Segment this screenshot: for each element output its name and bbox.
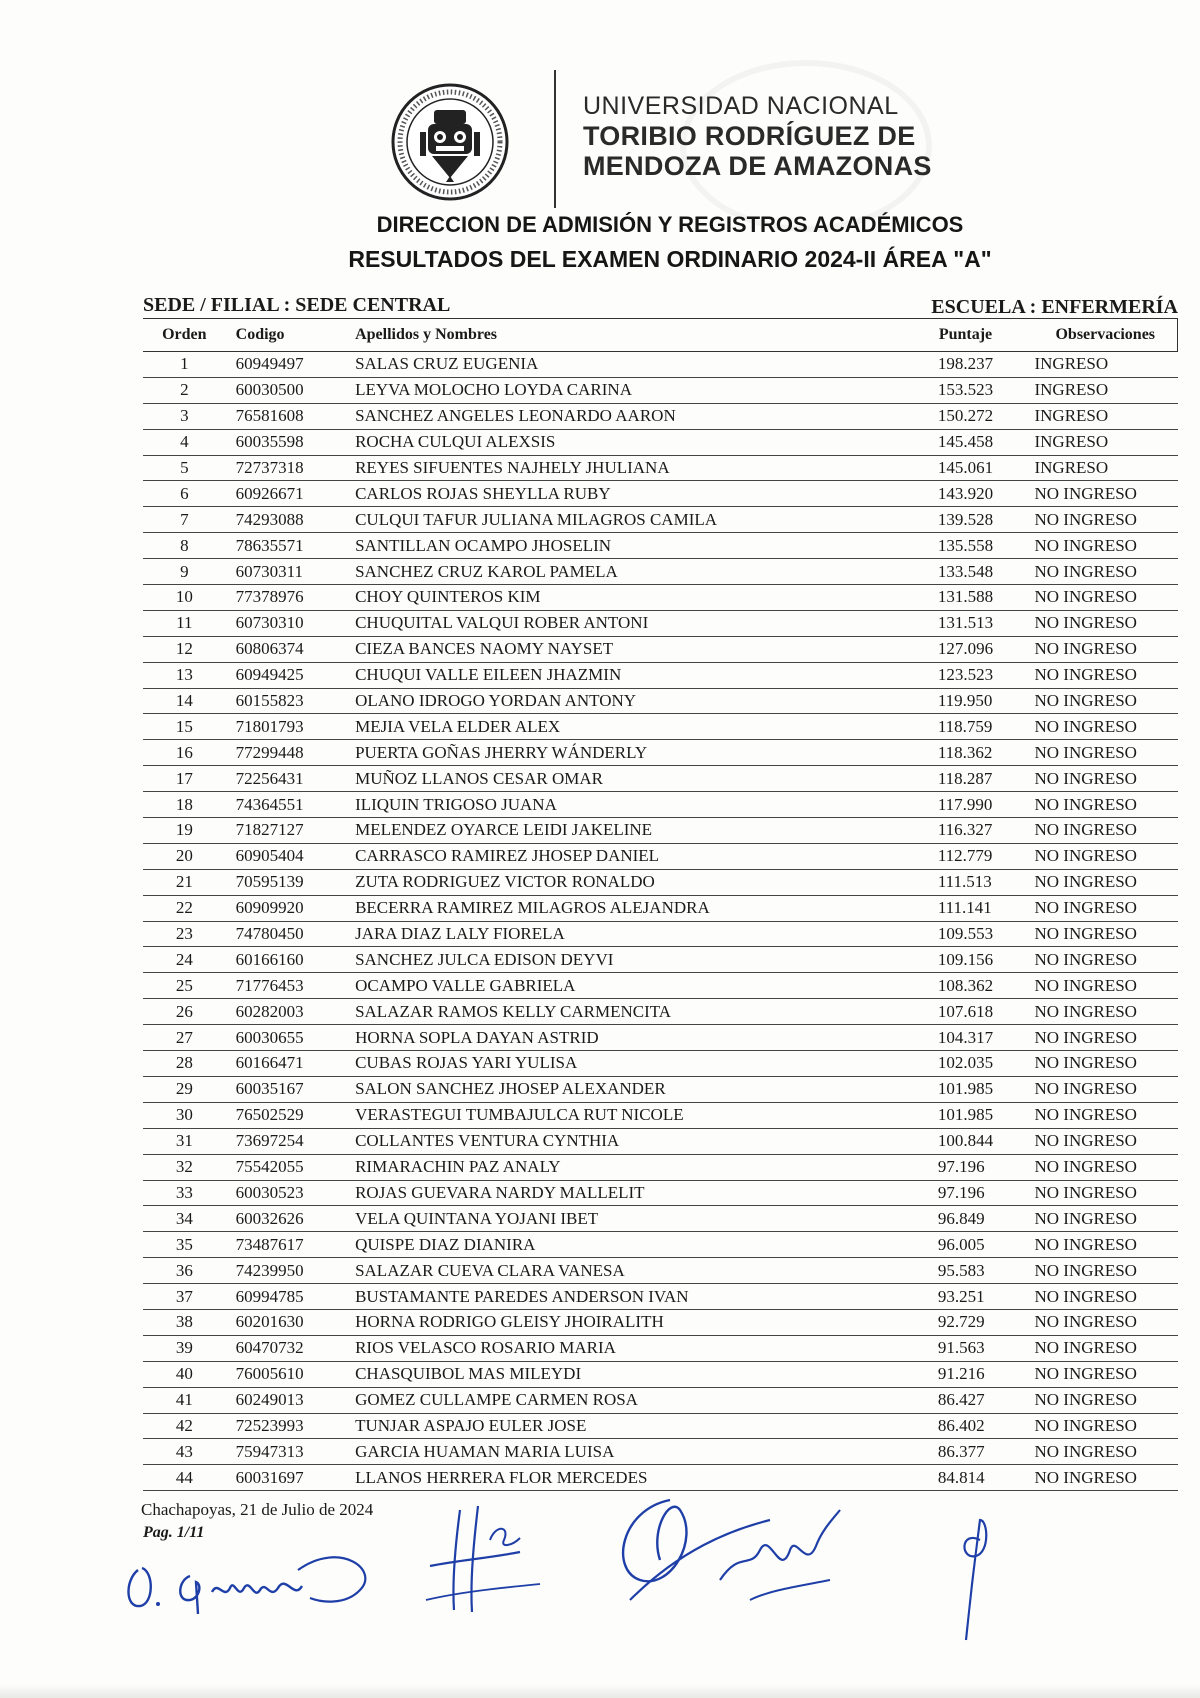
cell-puntaje: 91.216 [938, 1361, 1029, 1387]
cell-puntaje: 135.558 [938, 533, 1029, 559]
cell-nombre: CHASQUIBOL MAS MILEYDI [345, 1361, 938, 1387]
table-row [143, 714, 1178, 740]
cell-orden: 16 [143, 740, 226, 766]
cell-codigo: 60994785 [226, 1284, 345, 1310]
cell-orden: 2 [143, 377, 226, 403]
table-row [143, 1128, 1178, 1154]
cell-observaciones: NO INGRESO [1028, 1309, 1177, 1335]
cell-puntaje: 104.317 [938, 1025, 1029, 1051]
cell-puntaje: 101.985 [938, 1102, 1029, 1128]
cell-orden: 25 [143, 973, 226, 999]
cell-puntaje: 107.618 [938, 999, 1029, 1025]
cell-nombre: OCAMPO VALLE GABRIELA [345, 973, 938, 999]
cell-orden: 38 [143, 1309, 226, 1335]
table-row [143, 818, 1178, 844]
cell-nombre: ZUTA RODRIGUEZ VICTOR RONALDO [345, 869, 938, 895]
cell-puntaje: 100.844 [938, 1128, 1029, 1154]
cell-orden: 28 [143, 1051, 226, 1077]
cell-orden: 33 [143, 1180, 226, 1206]
cell-nombre: CHOY QUINTEROS KIM [345, 585, 938, 611]
cell-observaciones: NO INGRESO [1028, 1284, 1177, 1310]
cell-nombre: PUERTA GOÑAS JHERRY WÁNDERLY [345, 740, 938, 766]
cell-puntaje: 108.362 [938, 973, 1029, 999]
cell-nombre: SANCHEZ JULCA EDISON DEYVI [345, 947, 938, 973]
cell-orden: 6 [143, 481, 226, 507]
cell-observaciones: INGRESO [1028, 377, 1177, 403]
cell-nombre: SALON SANCHEZ JHOSEP ALEXANDER [345, 1076, 938, 1102]
cell-codigo: 73487617 [226, 1232, 345, 1258]
table-header-row [143, 319, 1178, 352]
cell-nombre: CARLOS ROJAS SHEYLLA RUBY [345, 481, 938, 507]
cell-orden: 22 [143, 895, 226, 921]
cell-puntaje: 118.362 [938, 740, 1029, 766]
cell-orden: 31 [143, 1128, 226, 1154]
cell-nombre: BUSTAMANTE PAREDES ANDERSON IVAN [345, 1284, 938, 1310]
cell-observaciones: NO INGRESO [1028, 895, 1177, 921]
cell-observaciones: INGRESO [1028, 352, 1177, 378]
cell-codigo: 74364551 [226, 792, 345, 818]
cell-codigo: 72523993 [226, 1413, 345, 1439]
cell-codigo: 60909920 [226, 895, 345, 921]
column-header-codigo: Codigo [226, 319, 345, 352]
cell-puntaje: 123.523 [938, 662, 1029, 688]
table-row [143, 1232, 1178, 1258]
cell-codigo: 77299448 [226, 740, 345, 766]
university-name [583, 94, 932, 183]
cell-orden: 41 [143, 1387, 226, 1413]
cell-nombre: JARA DIAZ LALY FIORELA [345, 921, 938, 947]
cell-orden: 32 [143, 1154, 226, 1180]
cell-codigo: 60806374 [226, 636, 345, 662]
cell-codigo: 60905404 [226, 843, 345, 869]
cell-observaciones: NO INGRESO [1028, 1206, 1177, 1232]
cell-orden: 14 [143, 688, 226, 714]
table-row [143, 1076, 1178, 1102]
cell-orden: 42 [143, 1413, 226, 1439]
cell-orden: 20 [143, 843, 226, 869]
table-row [143, 507, 1178, 533]
table-row [143, 636, 1178, 662]
cell-observaciones: NO INGRESO [1028, 585, 1177, 611]
table-row [143, 1413, 1178, 1439]
cell-observaciones: NO INGRESO [1028, 1361, 1177, 1387]
cell-codigo: 60949425 [226, 662, 345, 688]
cell-puntaje: 102.035 [938, 1051, 1029, 1077]
cell-nombre: OLANO IDROGO YORDAN ANTONY [345, 688, 938, 714]
table-row [143, 1154, 1178, 1180]
escuela-label: ESCUELA : ENFERMERÍA [931, 296, 1178, 318]
cell-codigo: 60031697 [226, 1465, 345, 1491]
table-row [143, 895, 1178, 921]
cell-puntaje: 91.563 [938, 1335, 1029, 1361]
table-row [143, 999, 1178, 1025]
cell-codigo: 60282003 [226, 999, 345, 1025]
cell-codigo: 60926671 [226, 481, 345, 507]
cell-puntaje: 86.377 [938, 1439, 1029, 1465]
table-row [143, 1387, 1178, 1413]
cell-observaciones: NO INGRESO [1028, 1102, 1177, 1128]
cell-codigo: 60730310 [226, 610, 345, 636]
cell-puntaje: 109.156 [938, 947, 1029, 973]
cell-nombre: ILIQUIN TRIGOSO JUANA [345, 792, 938, 818]
cell-puntaje: 93.251 [938, 1284, 1029, 1310]
page-number: Pag. 1/11 [143, 1524, 205, 1541]
cell-nombre: QUISPE DIAZ DIANIRA [345, 1232, 938, 1258]
table-row [143, 688, 1178, 714]
table-row [143, 740, 1178, 766]
cell-puntaje: 92.729 [938, 1309, 1029, 1335]
cell-orden: 29 [143, 1076, 226, 1102]
exam-title: RESULTADOS DEL EXAMEN ORDINARIO 2024-II ÁREA "A" [348, 246, 992, 272]
cell-codigo: 76005610 [226, 1361, 345, 1387]
cell-observaciones: NO INGRESO [1028, 1025, 1177, 1051]
cell-codigo: 60166471 [226, 1051, 345, 1077]
cell-nombre: VERASTEGUI TUMBAJULCA RUT NICOLE [345, 1102, 938, 1128]
cell-observaciones: NO INGRESO [1028, 533, 1177, 559]
cell-puntaje: 97.196 [938, 1180, 1029, 1206]
table-row [143, 869, 1178, 895]
table-row [143, 1439, 1178, 1465]
cell-orden: 3 [143, 403, 226, 429]
cell-orden: 34 [143, 1206, 226, 1232]
cell-nombre: CUBAS ROJAS YARI YULISA [345, 1051, 938, 1077]
cell-observaciones: NO INGRESO [1028, 507, 1177, 533]
cell-codigo: 60730311 [226, 559, 345, 585]
cell-orden: 13 [143, 662, 226, 688]
signature-4 [940, 1500, 1010, 1650]
cell-orden: 39 [143, 1335, 226, 1361]
signature-1 [120, 1530, 390, 1620]
table-row [143, 1102, 1178, 1128]
cell-orden: 30 [143, 1102, 226, 1128]
cell-puntaje: 96.849 [938, 1206, 1029, 1232]
cell-nombre: CHUQUITAL VALQUI ROBER ANTONI [345, 610, 938, 636]
cell-puntaje: 116.327 [938, 818, 1029, 844]
cell-nombre: SALAZAR CUEVA CLARA VANESA [345, 1258, 938, 1284]
cell-observaciones: NO INGRESO [1028, 1335, 1177, 1361]
cell-puntaje: 109.553 [938, 921, 1029, 947]
cell-nombre: VELA QUINTANA YOJANI IBET [345, 1206, 938, 1232]
university-name-line3: MENDOZA DE AMAZONAS [583, 151, 932, 181]
cell-puntaje: 143.920 [938, 481, 1029, 507]
document-header [390, 64, 990, 204]
cell-codigo: 71801793 [226, 714, 345, 740]
cell-codigo: 60949497 [226, 352, 345, 378]
signature-2 [420, 1500, 550, 1620]
cell-orden: 36 [143, 1258, 226, 1284]
table-row [143, 610, 1178, 636]
cell-nombre: COLLANTES VENTURA CYNTHIA [345, 1128, 938, 1154]
cell-puntaje: 119.950 [938, 688, 1029, 714]
cell-codigo: 60201630 [226, 1309, 345, 1335]
table-row [143, 1051, 1178, 1077]
cell-observaciones: NO INGRESO [1028, 1258, 1177, 1284]
cell-observaciones: NO INGRESO [1028, 1439, 1177, 1465]
cell-orden: 8 [143, 533, 226, 559]
cell-orden: 24 [143, 947, 226, 973]
cell-orden: 4 [143, 429, 226, 455]
cell-observaciones: INGRESO [1028, 455, 1177, 481]
cell-orden: 17 [143, 766, 226, 792]
cell-nombre: ROJAS GUEVARA NARDY MALLELIT [345, 1180, 938, 1206]
cell-nombre: TUNJAR ASPAJO EULER JOSE [345, 1413, 938, 1439]
cell-codigo: 78635571 [226, 533, 345, 559]
cell-puntaje: 131.588 [938, 585, 1029, 611]
table-row [143, 1025, 1178, 1051]
cell-codigo: 74239950 [226, 1258, 345, 1284]
cell-codigo: 71827127 [226, 818, 345, 844]
cell-orden: 7 [143, 507, 226, 533]
cell-observaciones: NO INGRESO [1028, 973, 1177, 999]
cell-nombre: CARRASCO RAMIREZ JHOSEP DANIEL [345, 843, 938, 869]
cell-codigo: 72737318 [226, 455, 345, 481]
column-header-nombre: Apellidos y Nombres [345, 319, 938, 352]
table-row [143, 947, 1178, 973]
cell-observaciones: NO INGRESO [1028, 1051, 1177, 1077]
cell-nombre: SANCHEZ CRUZ KAROL PAMELA [345, 559, 938, 585]
table-row [143, 766, 1178, 792]
cell-puntaje: 133.548 [938, 559, 1029, 585]
cell-puntaje: 118.287 [938, 766, 1029, 792]
table-row [143, 662, 1178, 688]
cell-orden: 10 [143, 585, 226, 611]
cell-puntaje: 118.759 [938, 714, 1029, 740]
table-row [143, 973, 1178, 999]
cell-orden: 15 [143, 714, 226, 740]
cell-orden: 23 [143, 921, 226, 947]
table-row [143, 481, 1178, 507]
cell-nombre: REYES SIFUENTES NAJHELY JHULIANA [345, 455, 938, 481]
university-name-line1: UNIVERSIDAD NACIONAL [583, 92, 899, 120]
results-table-body [143, 352, 1178, 1491]
table-row [143, 1465, 1178, 1491]
place-date: Chachapoyas, 21 de Julio de 2024 [141, 1500, 374, 1519]
cell-puntaje: 86.427 [938, 1387, 1029, 1413]
cell-codigo: 60032626 [226, 1206, 345, 1232]
cell-observaciones: NO INGRESO [1028, 559, 1177, 585]
cell-codigo: 60166160 [226, 947, 345, 973]
cell-codigo: 60155823 [226, 688, 345, 714]
cell-puntaje: 95.583 [938, 1258, 1029, 1284]
table-row [143, 559, 1178, 585]
cell-puntaje: 131.513 [938, 610, 1029, 636]
cell-puntaje: 112.779 [938, 843, 1029, 869]
cell-nombre: CIEZA BANCES NAOMY NAYSET [345, 636, 938, 662]
cell-observaciones: NO INGRESO [1028, 714, 1177, 740]
cell-nombre: ROCHA CULQUI ALEXSIS [345, 429, 938, 455]
cell-observaciones: NO INGRESO [1028, 662, 1177, 688]
table-row [143, 429, 1178, 455]
cell-codigo: 76581608 [226, 403, 345, 429]
cell-observaciones: INGRESO [1028, 429, 1177, 455]
header-divider [554, 70, 556, 208]
table-row [143, 843, 1178, 869]
signature-3 [600, 1490, 860, 1630]
cell-nombre: CULQUI TAFUR JULIANA MILAGROS CAMILA [345, 507, 938, 533]
cell-puntaje: 111.141 [938, 895, 1029, 921]
cell-puntaje: 96.005 [938, 1232, 1029, 1258]
cell-codigo: 76502529 [226, 1102, 345, 1128]
cell-puntaje: 150.272 [938, 403, 1029, 429]
cell-codigo: 60470732 [226, 1335, 345, 1361]
column-header-puntaje: Puntaje [938, 319, 1029, 352]
cell-codigo: 74293088 [226, 507, 345, 533]
cell-observaciones: NO INGRESO [1028, 1465, 1177, 1491]
cell-codigo: 60035598 [226, 429, 345, 455]
table-row [143, 377, 1178, 403]
cell-puntaje: 101.985 [938, 1076, 1029, 1102]
cell-nombre: SANCHEZ ANGELES LEONARDO AARON [345, 403, 938, 429]
cell-orden: 27 [143, 1025, 226, 1051]
cell-observaciones: NO INGRESO [1028, 688, 1177, 714]
page-edge [0, 1684, 1200, 1698]
cell-observaciones: NO INGRESO [1028, 766, 1177, 792]
table-row [143, 1284, 1178, 1310]
cell-orden: 12 [143, 636, 226, 662]
cell-codigo: 60035167 [226, 1076, 345, 1102]
cell-observaciones: NO INGRESO [1028, 1128, 1177, 1154]
cell-puntaje: 145.458 [938, 429, 1029, 455]
table-row [143, 352, 1178, 378]
cell-puntaje: 86.402 [938, 1413, 1029, 1439]
cell-codigo: 60030655 [226, 1025, 345, 1051]
cell-codigo: 71776453 [226, 973, 345, 999]
cell-orden: 5 [143, 455, 226, 481]
cell-nombre: SALAZAR RAMOS KELLY CARMENCITA [345, 999, 938, 1025]
table-row [143, 585, 1178, 611]
cell-orden: 37 [143, 1284, 226, 1310]
cell-puntaje: 198.237 [938, 352, 1029, 378]
cell-puntaje: 97.196 [938, 1154, 1029, 1180]
table-row [143, 1309, 1178, 1335]
cell-observaciones: NO INGRESO [1028, 1180, 1177, 1206]
cell-observaciones: NO INGRESO [1028, 610, 1177, 636]
cell-codigo: 74780450 [226, 921, 345, 947]
column-header-observaciones: Observaciones [1028, 319, 1177, 352]
cell-observaciones: NO INGRESO [1028, 1154, 1177, 1180]
cell-codigo: 75947313 [226, 1439, 345, 1465]
cell-codigo: 60249013 [226, 1387, 345, 1413]
cell-observaciones: NO INGRESO [1028, 636, 1177, 662]
table-row [143, 403, 1178, 429]
cell-codigo: 60030523 [226, 1180, 345, 1206]
table-row [143, 533, 1178, 559]
cell-nombre: MUÑOZ LLANOS CESAR OMAR [345, 766, 938, 792]
cell-codigo: 75542055 [226, 1154, 345, 1180]
table-row [143, 455, 1178, 481]
cell-observaciones: NO INGRESO [1028, 869, 1177, 895]
cell-nombre: GOMEZ CULLAMPE CARMEN ROSA [345, 1387, 938, 1413]
cell-orden: 43 [143, 1439, 226, 1465]
cell-observaciones: NO INGRESO [1028, 1387, 1177, 1413]
cell-orden: 26 [143, 999, 226, 1025]
table-row [143, 1206, 1178, 1232]
cell-observaciones: NO INGRESO [1028, 947, 1177, 973]
cell-orden: 1 [143, 352, 226, 378]
cell-puntaje: 127.096 [938, 636, 1029, 662]
cell-nombre: SALAS CRUZ EUGENIA [345, 352, 938, 378]
cell-observaciones: NO INGRESO [1028, 1232, 1177, 1258]
cell-codigo: 72256431 [226, 766, 345, 792]
cell-observaciones: NO INGRESO [1028, 1413, 1177, 1439]
direction-title: DIRECCION DE ADMISIÓN Y REGISTROS ACADÉMICOS [376, 212, 964, 237]
cell-nombre: BECERRA RAMIREZ MILAGROS ALEJANDRA [345, 895, 938, 921]
cell-nombre: LLANOS HERRERA FLOR MERCEDES [345, 1465, 938, 1491]
cell-orden: 11 [143, 610, 226, 636]
cell-nombre: GARCIA HUAMAN MARIA LUISA [345, 1439, 938, 1465]
cell-nombre: MEJIA VELA ELDER ALEX [345, 714, 938, 740]
results-table [143, 318, 1178, 1491]
sede-label: SEDE / FILIAL : SEDE CENTRAL [143, 294, 451, 316]
cell-puntaje: 153.523 [938, 377, 1029, 403]
cell-observaciones: NO INGRESO [1028, 843, 1177, 869]
cell-nombre: HORNA RODRIGO GLEISY JHOIRALITH [345, 1309, 938, 1335]
cell-orden: 21 [143, 869, 226, 895]
cell-orden: 44 [143, 1465, 226, 1491]
university-name-line2: TORIBIO RODRÍGUEZ DE [583, 121, 916, 151]
cell-observaciones: NO INGRESO [1028, 1076, 1177, 1102]
cell-nombre: MELENDEZ OYARCE LEIDI JAKELINE [345, 818, 938, 844]
cell-nombre: CHUQUI VALLE EILEEN JHAZMIN [345, 662, 938, 688]
cell-nombre: LEYVA MOLOCHO LOYDA CARINA [345, 377, 938, 403]
cell-nombre: HORNA SOPLA DAYAN ASTRID [345, 1025, 938, 1051]
cell-puntaje: 145.061 [938, 455, 1029, 481]
cell-puntaje: 111.513 [938, 869, 1029, 895]
document-titles [0, 212, 1200, 273]
cell-orden: 40 [143, 1361, 226, 1387]
cell-codigo: 70595139 [226, 869, 345, 895]
cell-observaciones: NO INGRESO [1028, 481, 1177, 507]
university-seal-icon [390, 82, 510, 202]
table-row [143, 792, 1178, 818]
cell-codigo: 60030500 [226, 377, 345, 403]
table-row [143, 921, 1178, 947]
cell-observaciones: NO INGRESO [1028, 740, 1177, 766]
cell-puntaje: 117.990 [938, 792, 1029, 818]
table-row [143, 1335, 1178, 1361]
cell-puntaje: 84.814 [938, 1465, 1029, 1491]
cell-codigo: 73697254 [226, 1128, 345, 1154]
cell-observaciones: NO INGRESO [1028, 818, 1177, 844]
table-row [143, 1361, 1178, 1387]
cell-orden: 9 [143, 559, 226, 585]
cell-nombre: RIMARACHIN PAZ ANALY [345, 1154, 938, 1180]
cell-orden: 35 [143, 1232, 226, 1258]
cell-puntaje: 139.528 [938, 507, 1029, 533]
column-header-orden: Orden [143, 319, 226, 352]
table-row [143, 1258, 1178, 1284]
cell-orden: 19 [143, 818, 226, 844]
table-row [143, 1180, 1178, 1206]
cell-nombre: RIOS VELASCO ROSARIO MARIA [345, 1335, 938, 1361]
cell-observaciones: NO INGRESO [1028, 921, 1177, 947]
cell-orden: 18 [143, 792, 226, 818]
cell-observaciones: NO INGRESO [1028, 792, 1177, 818]
cell-observaciones: NO INGRESO [1028, 999, 1177, 1025]
cell-codigo: 77378976 [226, 585, 345, 611]
cell-nombre: SANTILLAN OCAMPO JHOSELIN [345, 533, 938, 559]
cell-observaciones: INGRESO [1028, 403, 1177, 429]
